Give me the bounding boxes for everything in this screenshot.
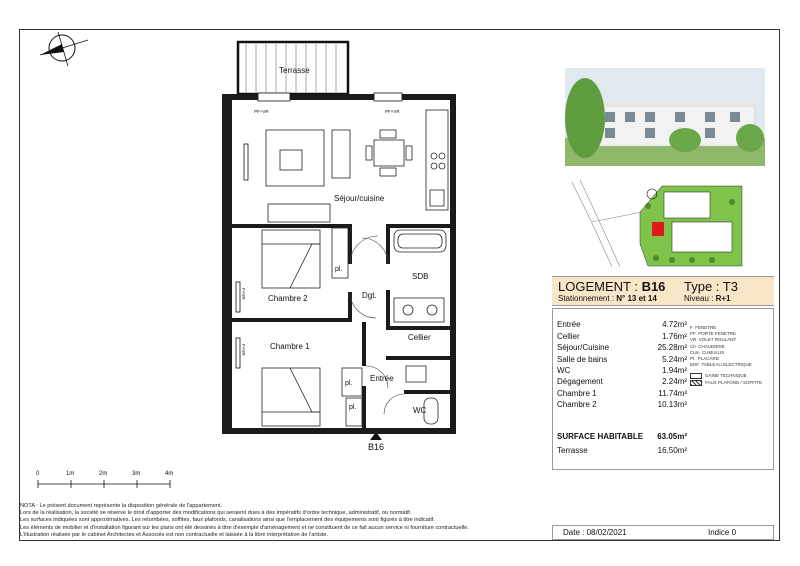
window-tag: PF+VR [254,109,269,114]
placards [332,228,362,426]
nota-line: Lors de la réalisation, la société se réserve le droit d'apporter des modifications qui seraient dues à des impératifs d'ordre technique, administratif, ou normatif. [20,510,412,517]
surface-row: Entrée 4.72m² [557,320,687,329]
type-line: Type : T3 [684,279,738,294]
room-label-terrasse: Terrasse [279,66,310,75]
exterior-walls [222,94,456,434]
legend-item: EDF TABLEAU ELECTRIQUE [690,362,752,368]
faux-plafond-box-icon [690,380,702,386]
window-tag: PF+VR [385,109,400,114]
niveau-line: Niveau : R+1 [684,294,731,303]
legend-item: FAUX PLAFOND / SOFFITE [690,380,762,386]
nota-line: L'illustration réalisée par le cabinet Architectes et Associés est non contractuelle et laissée à la libre interprétation de l'artiste. [20,531,329,538]
north-arrow-icon [40,32,88,66]
bed-chambre-2 [262,230,320,288]
placard-label: pl. [345,380,353,387]
logement-line: LOGEMENT : B16 [558,279,666,294]
scale-label: 3m [132,471,141,477]
room-label-cellier: Cellier [408,333,431,342]
surface-row: Salle de bains 5.24m² [557,355,687,364]
nota-line: Les éléments de mobilier et d'installation figurant sur les plans ont été dessinés à titre d'exemple d'aménagement et ne constituent de ce fait aucun service ni fourniture contractuelle. [20,524,469,531]
building-rendering [565,68,765,166]
date-text: Date : 08/02/2021 [563,528,627,537]
surface-terrasse: Terrasse 16.50m² [557,446,687,455]
window-tag: F+VR [241,344,246,356]
interior-walls [232,224,450,428]
legend-item: Pl. PLACARD [690,356,720,362]
scale-label: 1m [66,471,75,477]
scale-label: 2m [99,471,108,477]
legend-item: F FENETRE [690,325,717,330]
nota-block [20,503,545,539]
placard-label: pl. [349,404,357,411]
room-label-entree: Entrée [370,374,394,383]
surface-row: Dégagement 2.24m² [557,377,687,386]
room-label-chambre-2: Chambre 2 [268,294,308,303]
doors [350,236,404,414]
surface-row: Cellier 1.76m² [557,332,687,341]
living-furniture [266,110,448,222]
windows [236,93,402,368]
unit-header [552,276,774,306]
room-label-dgt: Dgt. [362,291,377,300]
legend-item: GAINE TECHNIQUE [690,373,762,379]
scale-label: 0 [36,471,40,477]
scale-bar [38,480,170,488]
room-label-chambre-1: Chambre 1 [270,342,310,351]
index-text: Indice 0 [708,528,737,537]
room-label-sdb: SDB [412,272,429,281]
date-box [552,525,774,540]
site-plan [552,172,774,276]
room-label-wc: WC [413,406,427,415]
legend [690,325,762,386]
surface-row: Chambre 1 11.74m² [557,389,687,398]
room-label-sejour: Séjour/cuisine [334,194,385,203]
placard-label: pl. [335,266,343,273]
bed-chambre-1 [262,368,320,426]
legend-item: Cum CUMULUS [690,349,725,355]
surface-row: Chambre 2 10.13m² [557,400,687,409]
gaine-box-icon [690,373,702,379]
surface-row: Séjour/Cuisine 25.28m² [557,343,687,352]
surface-row: WC 1.94m² [557,366,687,375]
nota-line: Les surfaces indiquées sont approximatives. Les retombées, soffites, faux plafonds, canalisations ainsi que l'emplacement des équipements sont figurés à titre indicatif. [20,517,435,524]
unit-marker: B16 [368,442,385,452]
stationnement-line: Stationnement : N° 13 et 14 [558,294,657,303]
legend-item: VR VOLET ROULANT [690,337,737,343]
legend-item: PF PORTE FENETRE [690,331,736,337]
surface-total: SURFACE HABITABLE 63.05m² [557,432,687,441]
nota-line: NOTA : Le présent document représente la disposition générale de l'appartement. [20,503,223,509]
scale-label: 4m [165,471,174,477]
legend-item: Ch CHAUDIERE [690,343,725,349]
window-tag: F+VR [241,288,246,300]
